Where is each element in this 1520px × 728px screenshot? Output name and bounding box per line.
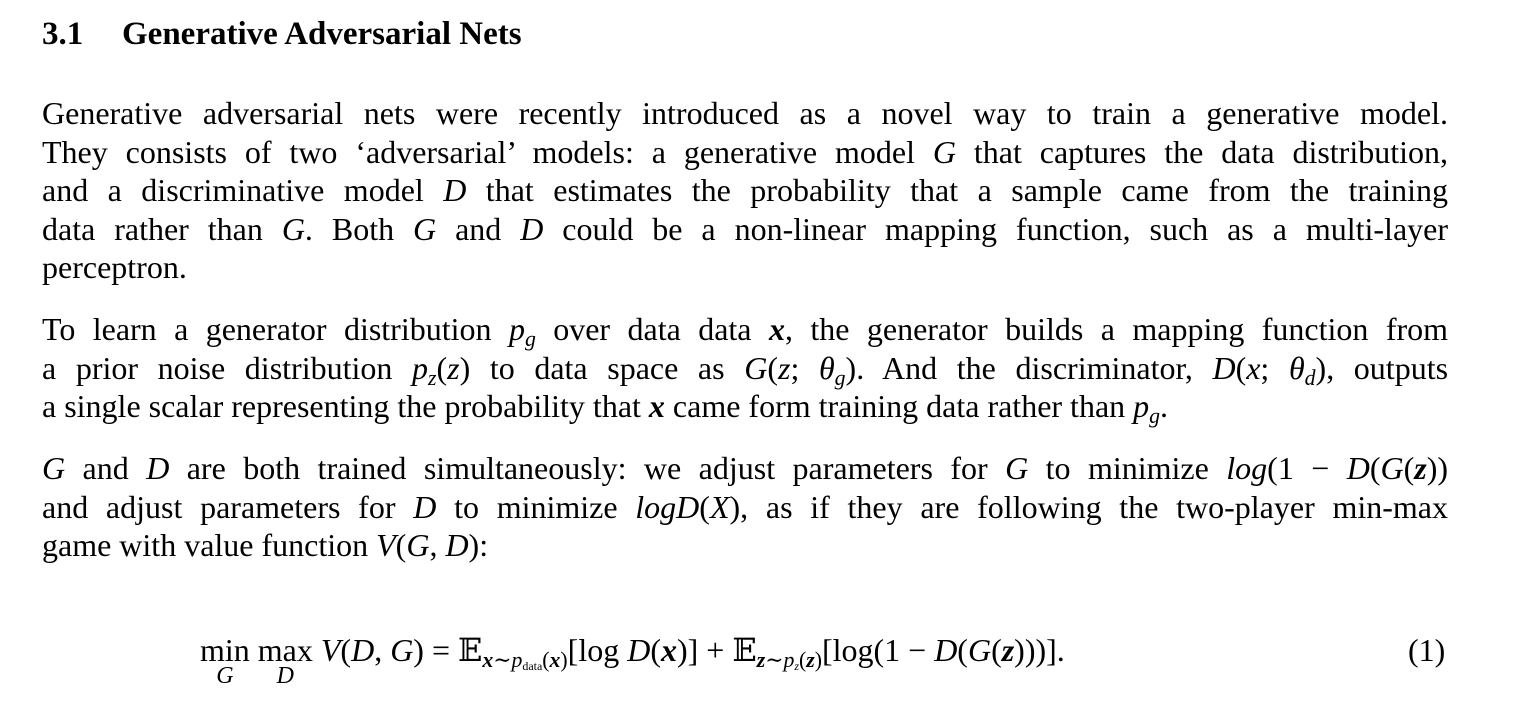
paragraph-1-line-5: perceptron. (42, 249, 187, 285)
equation-number: (1) (1408, 632, 1446, 668)
paragraph-3-line-2: and adjust parameters for D to minimize logD(X), as if they are following the two-player min-max (42, 488, 1449, 525)
paragraph-2-line-2: a prior noise distribution $p_z(z)$ to data space as G(z; $\theta_g$). And the discriminator, D(x; $\theta_d$), outputs (42, 349, 1449, 390)
section-number: 3.1 (42, 16, 84, 52)
paragraph-2-line-1: To learn a generator distribution $p_g$ over data data x, the generator builds a mapping function from (42, 311, 1449, 352)
paragraph-2 (42, 310, 1449, 429)
min-operator: min G (200, 632, 250, 689)
section-title: Generative Adversarial Nets (122, 16, 522, 52)
paragraph-3 (42, 449, 1448, 565)
equation-1: min G max D V(D, G) = 𝔼$_{x\sim p_{data}(x)}$[log D(x)] + 𝔼$_{z\sim p_z(z)}$[log(1 − D(G(z)))]. (200, 631, 1065, 689)
section-heading (42, 12, 522, 56)
paragraph-3-line-1: G and D are both trained simultaneously: we adjust parameters for G to minimize log(1 − D(G(z)) (42, 450, 1449, 486)
paragraph-1-line-1: Generative adversarial nets were recently introduced as a novel way to train a generative model. (42, 95, 1448, 131)
paragraph-1-line-4: data rather than G. Both G and D could be a non-linear mapping function, such as a multi-layer (42, 210, 1449, 247)
paragraph-3-line-3: game with value function V(G, D): (42, 527, 489, 563)
paragraph-1-line-3: and a discriminative model D that estimates the probability that a sample came from the training (42, 172, 1449, 208)
paragraph-1-line-2: They consists of two ‘adversarial’ models: a generative model G that captures the data distribution, (42, 133, 1449, 170)
max-operator: max D (257, 632, 313, 689)
paragraph-2-line-3: a single scalar representing the probability that x came form training data rather than $p_g$. (42, 388, 1169, 429)
paragraph-1 (42, 94, 1448, 287)
